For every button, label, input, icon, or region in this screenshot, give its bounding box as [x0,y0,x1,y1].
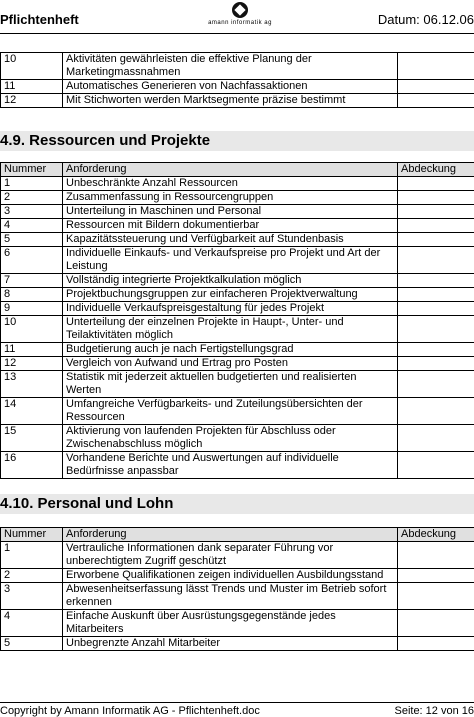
personal-requirements-table [0,527,474,651]
row-requirement: Vertrauliche Informationen dank separater Führung vor unberechtigtem Zugriff geschützt [63,542,398,569]
row-number: 2 [1,569,63,583]
row-number: 6 [1,247,63,274]
table-row [1,398,474,425]
row-coverage [398,274,474,288]
column-header-coverage: Abdeckung [398,528,474,542]
row-coverage [398,398,474,425]
footer-divider [0,702,474,703]
row-coverage [398,53,474,80]
table-row [1,302,474,316]
marketing-requirements-table [0,52,474,108]
row-coverage [398,316,474,343]
row-number: 1 [1,177,63,191]
row-number: 10 [1,316,63,343]
row-coverage [398,191,474,205]
row-number: 13 [1,371,63,398]
row-coverage [398,569,474,583]
table-row [1,177,474,191]
table-row [1,288,474,302]
row-number: 11 [1,343,63,357]
row-requirement: Projektbuchungsgruppen zur einfacheren Projektverwaltung [63,288,398,302]
column-header-requirement: Anforderung [63,163,398,177]
row-requirement: Individuelle Einkaufs- und Verkaufspreise pro Projekt und Art der Leistung [63,247,398,274]
row-number: 4 [1,219,63,233]
table-row [1,610,474,637]
table-row [1,357,474,371]
row-requirement: Abwesenheitserfassung lässt Trends und Muster im Betrieb sofort erkennen [63,583,398,610]
column-header-coverage: Abdeckung [398,163,474,177]
document-title: Pflichtenheft [0,12,79,27]
row-number: 11 [1,80,63,94]
row-coverage [398,343,474,357]
table-row [1,205,474,219]
section-heading-personal: 4.10. Personal und Lohn [0,494,474,514]
row-number: 8 [1,288,63,302]
company-logo [205,2,275,30]
table-row [1,94,474,108]
table-row [1,247,474,274]
row-coverage [398,80,474,94]
row-coverage [398,371,474,398]
row-number: 10 [1,53,63,80]
row-coverage [398,542,474,569]
row-coverage [398,94,474,108]
section-heading-ressourcen: 4.9. Ressourcen und Projekte [0,131,474,151]
row-coverage [398,452,474,479]
row-coverage [398,610,474,637]
table-row [1,452,474,479]
row-requirement: Kapazitätssteuerung und Verfügbarkeit auf Stundenbasis [63,233,398,247]
table-row [1,583,474,610]
table-row [1,569,474,583]
table-header-row [1,163,474,177]
row-number: 2 [1,191,63,205]
row-coverage [398,357,474,371]
row-requirement: Mit Stichworten werden Marktsegmente präzise bestimmt [63,94,398,108]
page-header [0,0,474,34]
row-requirement: Vergleich von Aufwand und Ertrag pro Posten [63,357,398,371]
row-number: 5 [1,233,63,247]
row-coverage [398,247,474,274]
row-requirement: Unterteilung der einzelnen Projekte in Haupt-, Unter- und Teilaktivitäten möglich [63,316,398,343]
row-number: 14 [1,398,63,425]
row-coverage [398,288,474,302]
logo-text: amann informatik ag [208,20,272,26]
page-number: Seite: 12 von 16 [394,705,474,717]
row-requirement: Umfangreiche Verfügbarkeits- und Zuteilungsübersichten der Ressourcen [63,398,398,425]
row-requirement: Vorhandene Berichte und Auswertungen auf individuelle Bedürfnisse anpassbar [63,452,398,479]
row-requirement: Aktivierung von laufenden Projekten für Abschluss oder Zwischenabschluss möglich [63,425,398,452]
table-row [1,80,474,94]
row-coverage [398,177,474,191]
row-requirement: Ressourcen mit Bildern dokumentierbar [63,219,398,233]
logo-icon [232,2,248,18]
table-row [1,219,474,233]
row-number: 4 [1,610,63,637]
column-header-requirement: Anforderung [63,528,398,542]
row-requirement: Vollständig integrierte Projektkalkulation möglich [63,274,398,288]
row-coverage [398,219,474,233]
table-row [1,425,474,452]
row-requirement: Statistik mit jederzeit aktuellen budgetierten und realisierten Werten [63,371,398,398]
table-row [1,191,474,205]
table-header-row [1,528,474,542]
row-requirement: Unbegrenzte Anzahl Mitarbeiter [63,637,398,651]
table-row [1,53,474,80]
row-requirement: Zusammenfassung in Ressourcengruppen [63,191,398,205]
row-number: 9 [1,302,63,316]
row-number: 12 [1,94,63,108]
row-number: 1 [1,542,63,569]
footer-copyright: Copyright by Amann Informatik AG - Pflichtenheft.doc [0,705,260,717]
row-requirement: Unbeschränkte Anzahl Ressourcen [63,177,398,191]
row-requirement: Budgetierung auch je nach Fertigstellungsgrad [63,343,398,357]
table-row [1,371,474,398]
ressourcen-requirements-table [0,162,474,479]
column-header-number: Nummer [1,163,63,177]
table-row [1,542,474,569]
row-coverage [398,233,474,247]
table-row [1,274,474,288]
table-row [1,637,474,651]
table-row [1,233,474,247]
table-row [1,316,474,343]
row-number: 5 [1,637,63,651]
row-requirement: Erworbene Qualifikationen zeigen individuellen Ausbildungsstand [63,569,398,583]
row-number: 3 [1,583,63,610]
row-number: 3 [1,205,63,219]
header-divider [0,33,474,34]
row-coverage [398,583,474,610]
row-requirement: Individuelle Verkaufspreisgestaltung für jedes Projekt [63,302,398,316]
row-requirement: Automatisches Generieren von Nachfassaktionen [63,80,398,94]
row-number: 12 [1,357,63,371]
row-number: 7 [1,274,63,288]
row-number: 15 [1,425,63,452]
row-coverage [398,205,474,219]
row-requirement: Einfache Auskunft über Ausrüstungsgegenstände jedes Mitarbeiters [63,610,398,637]
row-number: 16 [1,452,63,479]
table-row [1,343,474,357]
column-header-number: Nummer [1,528,63,542]
row-coverage [398,637,474,651]
document-date: Datum: 06.12.06 [377,12,474,27]
row-coverage [398,425,474,452]
row-requirement: Aktivitäten gewährleisten die effektive Planung der Marketingmassnahmen [63,53,398,80]
row-coverage [398,302,474,316]
row-requirement: Unterteilung in Maschinen und Personal [63,205,398,219]
